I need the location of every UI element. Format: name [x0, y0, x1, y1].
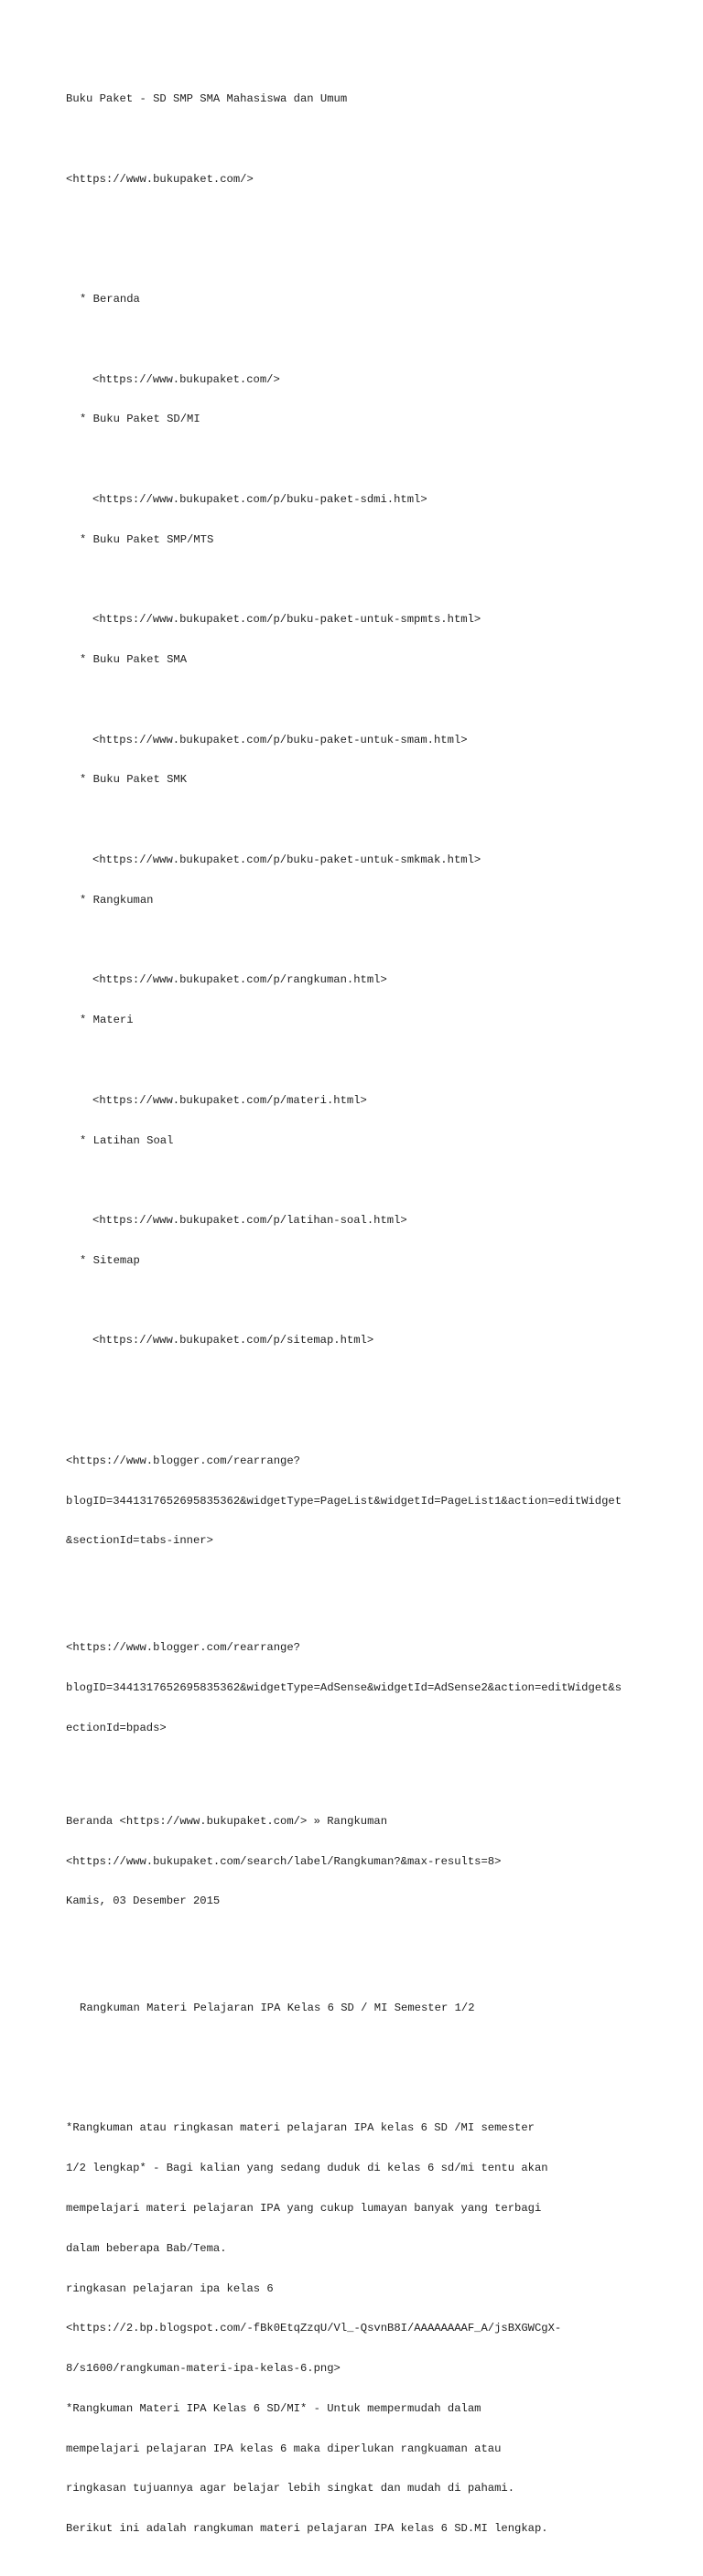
nav-item-label[interactable]: * Latihan Soal — [80, 1133, 174, 1147]
widget-edit-link-line[interactable]: &sectionId=tabs-inner> — [66, 1534, 213, 1548]
widget-edit-link-line[interactable]: <https://www.blogger.com/rearrange? — [66, 1454, 300, 1467]
nav-item-label[interactable]: * Sitemap — [80, 1253, 140, 1267]
body-line: mempelajari pelajaran IPA kelas 6 maka diperlukan rangkuaman atau — [66, 2442, 502, 2455]
body-line: *Rangkuman atau ringkasan materi pelajaran IPA kelas 6 SD /MI semester — [66, 2121, 535, 2135]
image-link[interactable]: 8/s1600/rangkuman-materi-ipa-kelas-6.png> — [66, 2362, 341, 2376]
adsense-edit-link-line[interactable]: ectionId=bpads> — [66, 1721, 167, 1734]
nav-item-url[interactable]: <https://www.bukupaket.com/p/materi.html> — [92, 1093, 367, 1107]
nav-item-url[interactable]: <https://www.bukupaket.com/p/rangkuman.html> — [92, 973, 387, 987]
image-link[interactable]: <https://2.bp.blogspot.com/-fBk0EtqZzqU/Vl_-QsvnB8I/AAAAAAAAF_A/jsBXGWCgX- — [66, 2322, 562, 2335]
nav-item-url[interactable]: <https://www.bukupaket.com/p/sitemap.html> — [92, 1334, 374, 1347]
widget-edit-link-line[interactable]: blogID=3441317652695835362&widgetType=PageList&widgetId=PageList1&action=editWidget — [66, 1494, 622, 1508]
body-line: mempelajari materi pelajaran IPA yang cukup lumayan banyak yang terbagi — [66, 2202, 542, 2215]
nav-item-url[interactable]: <https://www.bukupaket.com/p/buku-paket-sdmi.html> — [92, 493, 427, 506]
nav-item-url[interactable]: <https://www.bukupaket.com/p/buku-paket-untuk-smpmts.html> — [92, 613, 481, 627]
nav-item-label[interactable]: * Rangkuman — [80, 893, 154, 907]
site-title: Buku Paket - SD SMP SMA Mahasiswa dan Umum — [66, 92, 348, 106]
adsense-edit-link-line[interactable]: blogID=3441317652695835362&widgetType=AdSense&widgetId=AdSense2&action=editWidget&s — [66, 1680, 622, 1694]
body-line: ringkasan tujuannya agar belajar lebih singkat dan mudah di pahami. — [66, 2482, 515, 2496]
breadcrumb[interactable]: Beranda <https://www.bukupaket.com/> » Rangkuman — [66, 1814, 388, 1828]
image-caption: ringkasan pelajaran ipa kelas 6 — [66, 2281, 274, 2295]
nav-item-url[interactable]: <https://www.bukupaket.com/p/buku-paket-untuk-smkmak.html> — [92, 853, 481, 867]
body-line: Berikut ini adalah rangkuman materi pelajaran IPA kelas 6 SD.MI lengkap. — [66, 2522, 548, 2536]
nav-item-label[interactable]: * Buku Paket SMA — [80, 653, 188, 667]
body-line: dalam beberapa Bab/Tema. — [66, 2241, 227, 2255]
body-line: 1/2 lengkap* - Bagi kalian yang sedang duduk di kelas 6 sd/mi tentu akan — [66, 2162, 548, 2175]
post-date: Kamis, 03 Desember 2015 — [66, 1894, 221, 1908]
nav-item-label[interactable]: * Materi — [80, 1014, 134, 1027]
nav-list — [66, 266, 652, 1374]
nav-item-label[interactable]: * Beranda — [80, 293, 140, 306]
nav-item-label[interactable]: * Buku Paket SD/MI — [80, 413, 200, 426]
body-line: *Rangkuman Materi IPA Kelas 6 SD/MI* - Untuk mempermudah dalam — [66, 2401, 481, 2415]
post-body — [66, 2095, 652, 2562]
post-title: Rangkuman Materi Pelajaran IPA Kelas 6 SD / MI Semester 1/2 — [80, 2002, 475, 2015]
document-page — [66, 66, 652, 2576]
breadcrumb-label-link[interactable]: <https://www.bukupaket.com/search/label/Rangkuman?&max-results=8> — [66, 1854, 502, 1868]
nav-item-label[interactable]: * Buku Paket SMP/MTS — [80, 532, 214, 546]
nav-item-url[interactable]: <https://www.bukupaket.com/> — [92, 372, 280, 386]
adsense-edit-link-line[interactable]: <https://www.blogger.com/rearrange? — [66, 1641, 300, 1655]
site-url-link[interactable]: <https://www.bukupaket.com/> — [66, 172, 254, 186]
nav-item-url[interactable]: <https://www.bukupaket.com/p/buku-paket-untuk-smam.html> — [92, 733, 468, 746]
nav-item-url[interactable]: <https://www.bukupaket.com/p/latihan-soal.html> — [92, 1214, 407, 1228]
nav-item-label[interactable]: * Buku Paket SMK — [80, 773, 188, 787]
